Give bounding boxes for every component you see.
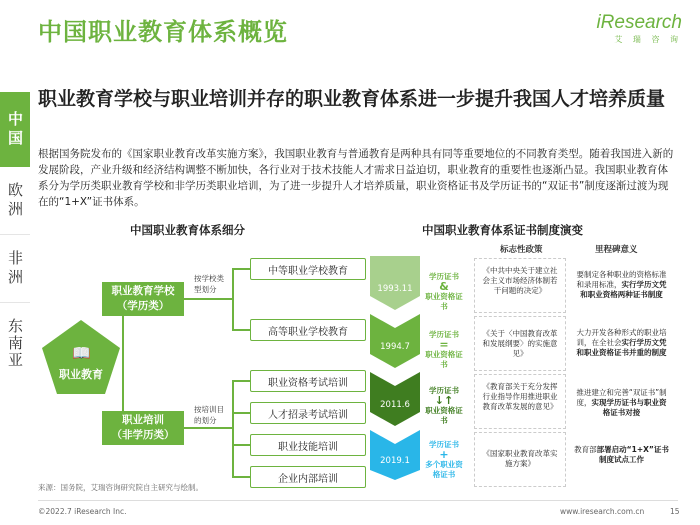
training-label: 职业培训 — [122, 414, 164, 426]
milestone-desc — [574, 388, 669, 418]
root-pentagon — [40, 318, 122, 396]
cert-top: 学历证书 — [429, 386, 459, 395]
logo-text: iResearch — [596, 12, 682, 33]
training-note: 按培训目的划分 — [194, 405, 224, 425]
year-label: 2011.6 — [380, 400, 410, 410]
sidebar-item-label: 中国 — [6, 110, 24, 149]
desc-plain: 大力开发各种形式的职业培训，在全社会 — [576, 328, 667, 347]
type-box: 高等职业学校教育 — [250, 319, 366, 341]
connector-line — [232, 268, 234, 330]
logo-subtext: 艾 瑞 咨 询 — [614, 35, 682, 44]
year-label: 1994.7 — [380, 342, 410, 352]
chevron-4 — [370, 430, 420, 480]
policy-text: 《国家职业教育改革实施方案》 — [482, 449, 558, 468]
type-box: 中等职业学校教育 — [250, 258, 366, 280]
connector-line — [232, 380, 234, 477]
milestone-desc — [574, 328, 669, 358]
sidebar-item-label: 欧洲 — [6, 181, 24, 220]
cert-top: 学历证书 — [429, 330, 459, 339]
school-note: 按学校类型划分 — [194, 274, 224, 294]
desc-plain: 推进建立和完善“双证书”制度， — [576, 388, 667, 407]
cert-op: & — [439, 280, 449, 293]
cert-op: + — [439, 448, 449, 461]
desc-bold: 实行学历文凭和职业资格证书并重的制度 — [576, 338, 667, 357]
sidebar-item-europe[interactable] — [0, 167, 30, 235]
right-section-title: 中国职业教育体系证书制度演变 — [422, 223, 583, 237]
type-box: 企业内部培训 — [250, 466, 366, 488]
body-paragraph: 根据国务院发布的《国家职业教育改革实施方案》，我国职业教育与普通教育是两种具有同等重要地位的不同教育类型。随着我国进入新的发展阶段，产业升级和经济结构调整不断加快，各行业对于技术技能人才需求日益迫切，职业教育的重要性也逐渐凸显。我国职业教育体系分为学历类职业教育学校和非学历类职业培训，为了进一步提升人才培养质量，职业资格证书及学历证书的“双证书”制度逐渐过渡为现在的“1+X”证书体系。 — [38, 148, 674, 208]
connector-line — [232, 268, 250, 270]
cert-top: 学历证书 — [429, 440, 459, 449]
connector-line — [232, 329, 250, 331]
connector-line — [232, 476, 250, 478]
book-icon: 📖 — [72, 344, 91, 362]
cert-op: ↓↑ — [434, 394, 454, 407]
chevron-3 — [370, 372, 420, 426]
school-box — [102, 282, 184, 316]
sidebar-item-label: 非洲 — [6, 249, 24, 288]
school-sublabel: （学历类） — [116, 300, 170, 312]
connector-line — [184, 298, 234, 300]
page-number: 15 — [670, 507, 680, 516]
desc-plain: 要制定各种职业的资格标准和录用标准， — [576, 270, 667, 289]
footer-divider — [38, 500, 678, 501]
chevron-2 — [370, 314, 420, 368]
cert-bottom: 多个职业资格证书 — [425, 460, 463, 479]
milestone-column-header: 里程碑意义 — [595, 245, 638, 255]
cert-group — [422, 386, 466, 426]
milestone-desc — [574, 270, 669, 300]
page-title: 中国职业教育体系概览 — [38, 18, 288, 46]
sidebar-item-southeast-asia[interactable] — [0, 303, 30, 383]
connector-line — [232, 380, 250, 382]
connector-line — [184, 427, 234, 429]
connector-line — [232, 412, 250, 414]
policy-text: 《中共中央关于建立社会主义市场经济体制若干问题的决定》 — [482, 266, 558, 295]
region-sidebar — [0, 92, 30, 383]
section-subtitle: 职业教育学校与职业培训并存的职业教育体系进一步提升我国人才培养质量 — [38, 88, 666, 110]
footer-copyright: ©2022.7 iResearch Inc. — [38, 507, 127, 516]
connector-line — [122, 300, 124, 418]
cert-group — [422, 330, 466, 370]
type-box: 人才招录考试培训 — [250, 402, 366, 424]
desc-plain: 教育部 — [574, 445, 597, 454]
iresearch-logo — [582, 12, 682, 45]
cert-op: = — [439, 338, 449, 351]
type-box: 职业技能培训 — [250, 434, 366, 456]
sidebar-item-china[interactable] — [0, 92, 30, 167]
policy-text: 《关于〈中国教育改革和发展纲要〉的实施意见》 — [482, 329, 558, 358]
cert-bottom: 职业资格证书 — [425, 350, 463, 369]
chevron-1 — [370, 256, 420, 310]
year-label: 2019.1 — [380, 456, 410, 466]
desc-bold: 部署启动“1+X”证书制度试点工作 — [596, 445, 669, 464]
source-note: 来源：国务院，艾瑞咨询研究院自主研究与绘制。 — [38, 483, 203, 492]
desc-bold: 实现学历证书与职业资格证书对接 — [591, 398, 667, 417]
training-sublabel: （非学历类） — [111, 429, 175, 441]
sidebar-item-africa[interactable] — [0, 235, 30, 303]
policy-text: 《教育部关于充分发挥行业指导作用推进职业教育改革发展的意见》 — [482, 382, 558, 411]
root-label: 职业教育 — [59, 368, 103, 381]
desc-bold: 实行学历文凭和职业资格两种证书制度 — [580, 280, 667, 299]
training-box — [102, 411, 184, 445]
left-section-title: 中国职业教育体系细分 — [130, 223, 245, 237]
cert-bottom: 职业资格证书 — [425, 406, 463, 425]
cert-top: 学历证书 — [429, 272, 459, 281]
school-label: 职业教育学校 — [111, 285, 175, 297]
footer-url[interactable]: www.iresearch.com.cn — [560, 507, 645, 516]
connector-line — [232, 444, 250, 446]
policy-column-header: 标志性政策 — [500, 245, 543, 255]
cert-group — [422, 272, 466, 312]
sidebar-item-label: 东南亚 — [6, 317, 24, 369]
cert-group — [422, 440, 466, 480]
cert-bottom: 职业资格证书 — [425, 292, 463, 311]
milestone-desc — [574, 445, 669, 465]
year-label: 1993.11 — [377, 284, 413, 294]
type-box: 职业资格考试培训 — [250, 370, 366, 392]
